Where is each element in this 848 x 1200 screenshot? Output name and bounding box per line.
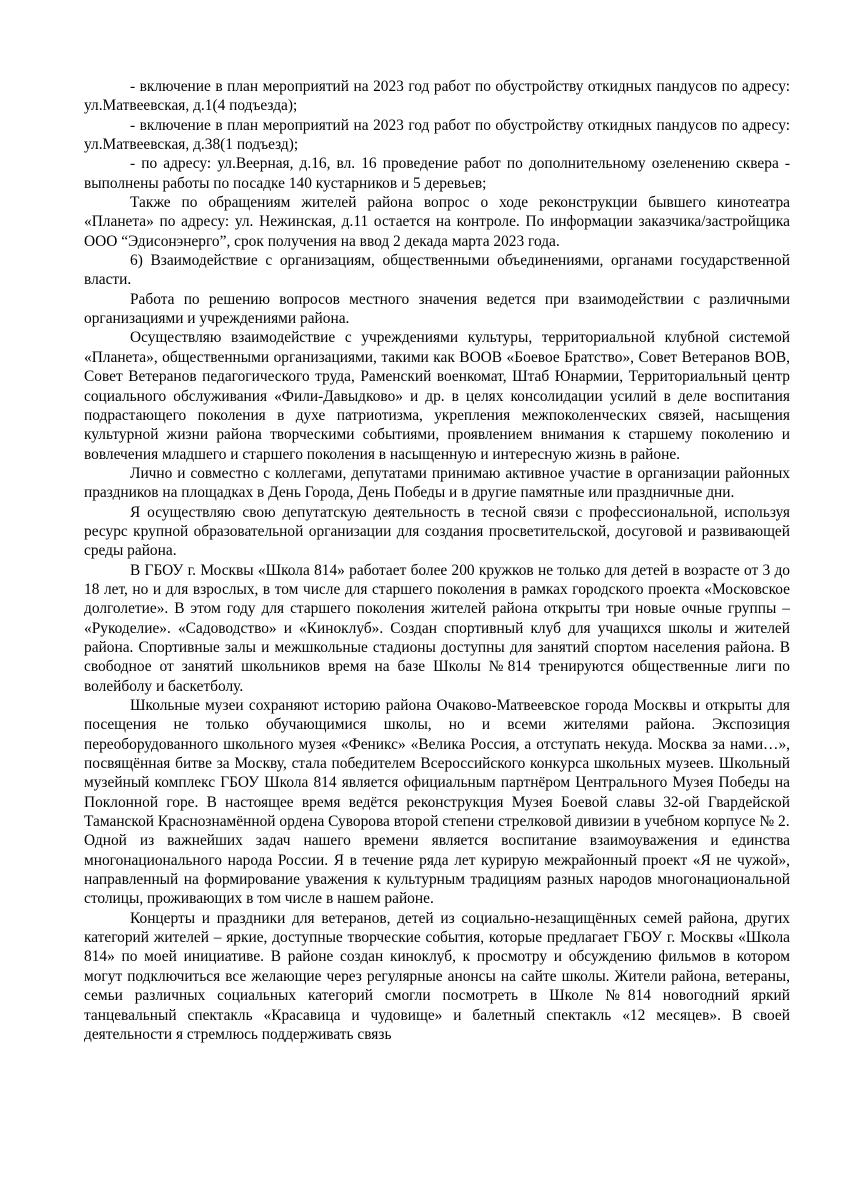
paragraph-planeta-cinema: Также по обращениям жителей района вопрос о ходе реконструкции бывшего кинотеатра «Планета» по адресу: ул. Нежинская, д.11 остается на контроле. По информации заказчика/застройщика ООО “Эдисонэнерго”, срок получения на ввод 2 декада марта 2023 года. [84,194,790,250]
paragraph-district-holidays: Лично и совместно с коллегами, депутатами принимаю активное участие в организации районных праздников на площадках в День Города, День Победы и в другие памятные или праздничные дни. [84,464,790,502]
paragraph-concerts: Концерты и праздники для ветеранов, детей из социально-незащищённых семей района, других категорий жителей – яркие, доступные творческие события, которые предлагает ГБОУ г. Москвы «Школа 814» по моей инициативе. В районе создан киноклуб, к просмотру и обсуждению фильмов в котором могут подключиться все желающие через регулярные анонсы на сайте школы. Жители района, ветераны, семьи различных социальных категорий смогли посмотреть в Школе №814 новогодний яркий танцевальный спектакль «Красавица и чудовище» и балетный спектакль «12 месяцев». В своей деятельности я стремлюсь поддерживать связь [84,909,790,1043]
paragraph-school-clubs: В ГБОУ г. Москвы «Школа 814» работает более 200 кружков не только для детей в возрасте от 3 до 18 лет, но и для взрослых, в том числе для старшего поколения в рамках городского проекта «Московское долголетие». В этом году для старшего поколения жителей района открыты три новые очные группы – «Рукоделие». «Садоводство» и «Киноклуб». Создан спортивный клуб для учащихся школы и жителей района. Спортивные залы и межшкольные стадионы доступны для занятий спортом населения района. В свободное от занятий школьников время на базе Школы №814 тренируются общественные лиги по волейболу и баскетболу. [84,561,790,695]
paragraph-local-issues: Работа по решению вопросов местного значения ведется при взаимодействии с различными организациями и учреждениями района. [84,290,790,328]
paragraph-ramp-matveevskaya-1: - включение в план мероприятий на 2023 год работ по обустройству откидных пандусов по адресу: ул.Матвеевская, д.1(4 подъезда); [84,78,790,115]
paragraph-deputy-activity: Я осуществляю свою депутатскую деятельность в тесной связи с профессиональной, используя ресурс крупной образовательной организации для создания просветительской, досуговой и развивающей среды района. [84,503,790,560]
paragraph-cooperation: Осуществляю взаимодействие с учреждениями культуры, территориальной клубной системой «Планета», общественными организациями, такими как ВООВ «Боевое Братство», Совет Ветеранов ВОВ, Совет Ветеранов педагогического труда, Раменский военкомат, Штаб Юнармии, Территориальный центр социального обслуживания «Фили-Давыдково» и др. в целях консолидации усилий в деле воспитания подрастающего поколения в духе патриотизма, укрепления межпоколенческих связей, насыщения культурной жизни района творческими событиями, проявлением внимания к старшему поколению и вовлечения младшего и старшего поколения в насыщенную и интересную жизнь в районе. [84,329,790,463]
document-page [84,77,790,1044]
paragraph-school-museums: Школьные музеи сохраняют историю района Очаково-Матвеевское города Москвы и открыты для посещения не только обучающимися школы, но и всеми жителями района. Экспозиция переоборудованного школьного музея «Феникс» «Велика Россия, а отступать некуда. Москва за нами…», посвящённая битве за Москву, стала победителем Всероссийского конкурса школьных музеев. Школьный музейный комплекс ГБОУ Школа 814 является официальным партнёром Центрального Музея Победы на Поклонной горе. В настоящее время ведётся реконструкция Музея Боевой славы 32-ой Гвардейской Таманской Краснознамённой ордена Суворова второй степени стрелковой дивизии в учебном корпусе № 2. [84,697,790,831]
section-heading-interaction: 6) Взаимодействие с организациям, общественными объединениями, органами государственной власти. [84,252,790,289]
paragraph-ramp-matveevskaya-38: - включение в план мероприятий на 2023 год работ по обустройству откидных пандусов по адресу: ул.Матвеевская, д.38(1 подъезд); [84,116,790,154]
paragraph-mutual-respect: Одной из важнейших задач нашего времени является воспитание взаимоуважения и единства многонационального народа России. Я в течение ряда лет курирую межрайонный проект «Я не чужой», направленный на формирование уважения к культурным традициям разных народов многонациональной столицы, проживающих в том числе в нашем районе. [84,832,790,908]
paragraph-veernaya-greening: - по адресу: ул.Веерная, д.16, вл. 16 проведение работ по дополнительному озеленению сквера - выполнены работы по посадке 140 кустарников и 5 деревьев; [84,155,790,192]
